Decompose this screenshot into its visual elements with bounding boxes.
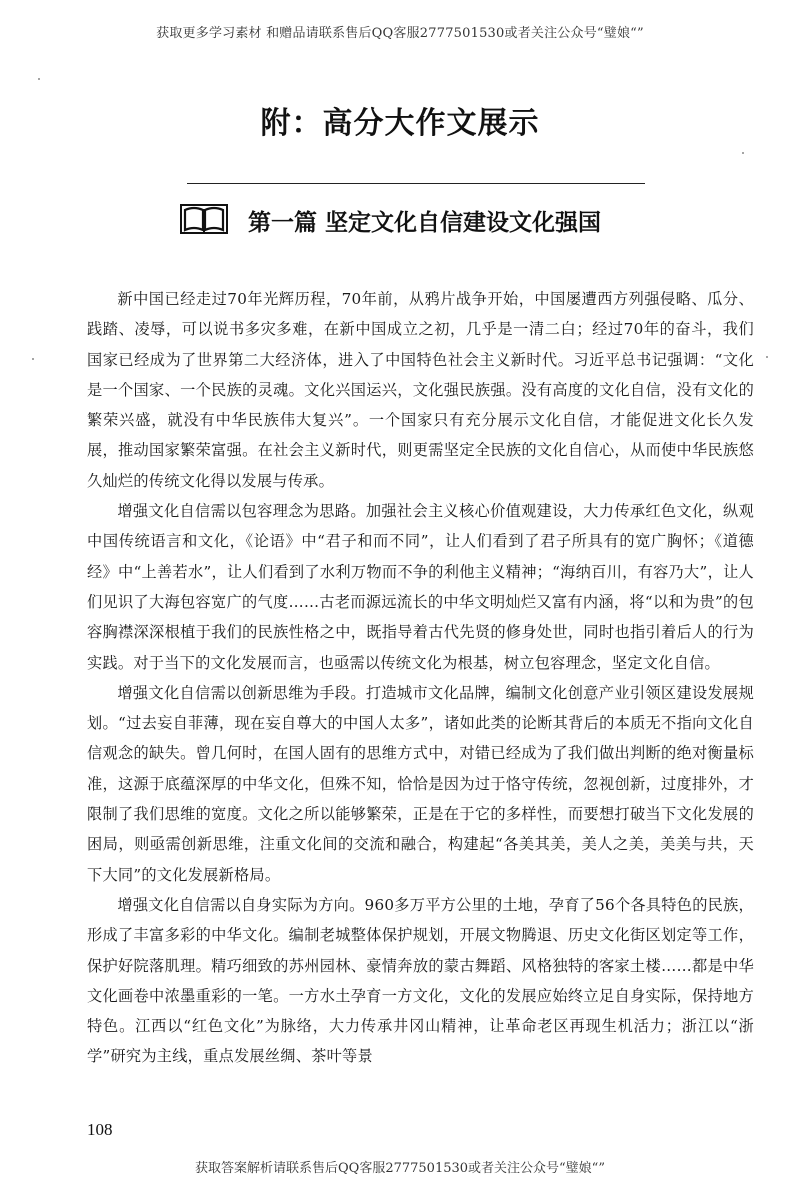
scan-speck (766, 356, 768, 358)
article-body (87, 284, 754, 1072)
chapter-title: 第一篇 坚定文化自信建设文化强国 (248, 210, 602, 236)
title-divider (187, 183, 645, 184)
page-title: 附：高分大作文展示 (260, 106, 540, 141)
scan-speck (742, 152, 744, 154)
footer-note: 获取答案解析请联系售后QQ客服2777501530或者关注公众号“璧娘“” (195, 1161, 605, 1176)
open-book-icon (180, 202, 228, 236)
scan-speck (32, 358, 34, 360)
paragraph: 增强文化自信需以创新思维为手段。打造城市文化品牌，编制文化创意产业引领区建设发展规划。“过去妄自菲薄，现在妄自尊大的中国人太多”，诸如此类的论断其背后的本质无不指向文化自信观念的缺失。曾几何时，在国人固有的思维方式中，对错已经成为了我们做出判断的绝对衡量标准，这源于底蕴深厚的中华文化，但殊不知，恰恰是因为过于恪守传统，忽视创新，过度排外，才限制了我们思维的宽度。文化之所以能够繁荣，正是在于它的多样性，而要想打破当下文化发展的困局，则亟需创新思维，注重文化间的交流和融合，构建起“各美其美，美人之美，美美与共，天下大同”的文化发展新格局。 (87, 683, 754, 884)
page-number: 108 (87, 1120, 113, 1139)
scan-speck (38, 78, 40, 80)
paragraph: 增强文化自信需以包容理念为思路。加强社会主义核心价值观建设，大力传承红色文化，纵观中国传统语言和文化，《论语》中“君子和而不同”，让人们看到了君子所具有的宽广胸怀；《道德经》中“上善若水”，让人们看到了水利万物而不争的利他主义精神；“海纳百川，有容乃大”，让人们见识了大海包容宽广的气度……古老而源远流长的中华文明灿烂又富有内涵，将“以和为贵”的包容胸襟深深根植于我们的民族性格之中，既指导着古代先贤的修身处世，同时也指引着后人的行为实践。对于当下的文化发展而言，也亟需以传统文化为根基，树立包容理念，坚定文化自信。 (87, 502, 754, 672)
chapter-heading (180, 202, 650, 238)
paragraph: 增强文化自信需以自身实际为方向。960多万平方公里的土地，孕育了56个各具特色的民族，形成了丰富多彩的中华文化。编制老城整体保护规划，开展文物腾退、历史文化街区划定等工作，保护好院落肌理。精巧细致的苏州园林、豪情奔放的蒙古舞蹈、风格独特的客家土楼……都是中华文化画卷中浓墨重彩的一笔。一方水土孕育一方文化，文化的发展应始终立足自身实际，保持地方特色。江西以“红色文化”为脉络，大力传承井冈山精神，让革命老区再现生机活力；浙江以“浙学”研究为主线，重点发展丝绸、茶叶等景 (87, 895, 754, 1066)
header-note: 获取更多学习素材 和赠品请联系售后QQ客服2777501530或者关注公众号“璧娘“” (156, 26, 644, 41)
paragraph: 新中国已经走过70年光辉历程，70年前，从鸦片战争开始，中国屡遭西方列强侵略、瓜分、践踏、凌辱，可以说书多灾多难，在新中国成立之初，几乎是一清二白；经过70年的奋斗，我们国家已经成为了世界第二大经济体，进入了中国特色社会主义新时代。习近平总书记强调：“文化是一个国家、一个民族的灵魂。文化兴国运兴，文化强民族强。没有高度的文化自信，没有文化的繁荣兴盛，就没有中华民族伟大复兴”。一个国家只有充分展示文化自信，才能促进文化长久发展，推动国家繁荣富强。在社会主义新时代，则更需坚定全民族的文化自信心，从而使中华民族悠久灿烂的传统文化得以发展与传承。 (87, 290, 754, 490)
